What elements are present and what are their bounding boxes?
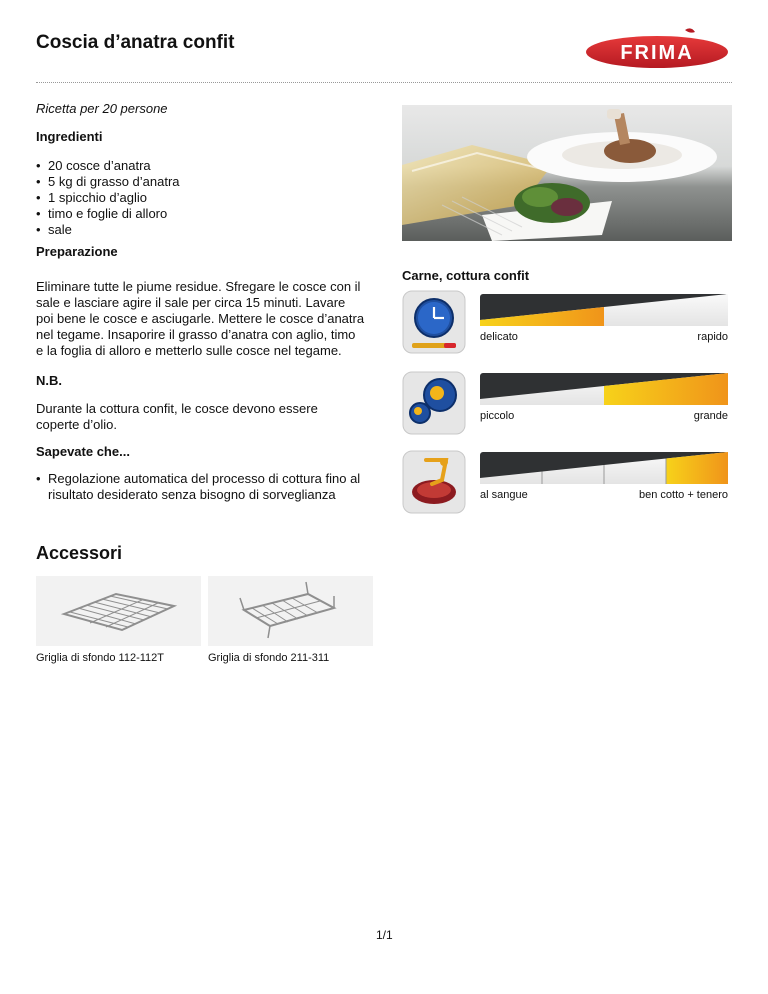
size-scale-min-label: piccolo: [480, 410, 515, 422]
ingredients-list: [36, 158, 180, 238]
page-number: 1/1: [376, 928, 393, 942]
doneness-icon: [402, 450, 466, 514]
ingredients-heading: Ingredienti: [36, 129, 103, 144]
servings-subtitle: Ricetta per 20 persone: [36, 101, 168, 116]
frima-logo: [585, 26, 730, 70]
svg-text:FRIMA: FRIMA: [620, 42, 694, 64]
list-item: • timo e foglie di alloro: [36, 206, 180, 222]
did-you-know-text: Regolazione automatica del processo di cottura fino al risultato desiderato senza bisogno di sorveglianza: [48, 471, 361, 502]
list-item: • 20 cosce d’anatra: [36, 158, 180, 174]
header-divider: [36, 82, 732, 83]
accessories-heading: Accessori: [36, 543, 123, 563]
doneness-scale-max-label: ben cotto + tenero: [639, 489, 728, 501]
preparation-heading: Preparazione: [36, 244, 118, 259]
cooking-section-title: Carne, cottura confit: [402, 268, 530, 283]
list-item: • sale: [36, 222, 180, 238]
page-title: Coscia d’anatra confit: [36, 32, 235, 53]
accessory-caption: Griglia di sfondo 112-112T: [36, 652, 164, 664]
size-scale-bar: [480, 373, 728, 405]
nb-heading: N.B.: [36, 373, 62, 388]
did-you-know-item: [36, 471, 368, 503]
nb-text: Durante la cottura confit, le cosce devono essere coperte d’olio.: [36, 401, 318, 432]
recipe-photo: [402, 105, 732, 241]
clock-icon: [402, 290, 466, 354]
did-you-know-heading: Sapevate che...: [36, 444, 130, 459]
speed-scale-max-label: rapido: [697, 331, 728, 343]
list-item: • 5 kg di grasso d’anatra: [36, 174, 180, 190]
accessory-caption: Griglia di sfondo 211-311: [208, 652, 330, 664]
accessory-image: [36, 576, 201, 646]
list-item: • 1 spicchio d’aglio: [36, 190, 180, 206]
preparation-text: Eliminare tutte le piume residue. Sfregare le cosce con il sale e lasciare agire il sale per circa 15 minuti. Lavare poi bene le cosce e asciugarle. Mettere le cosce d’anatra nel tegame. Insaporire il grasso d’anatra con aglio, timo e la foglia di alloro e metterlo sulle cosce nel tegame.: [36, 279, 365, 358]
doneness-scale-bar: [480, 452, 728, 484]
bullet: •: [36, 471, 41, 486]
speed-scale-bar: [480, 294, 728, 326]
size-scale-max-label: grande: [693, 410, 728, 422]
doneness-scale-min-label: al sangue: [480, 489, 528, 501]
size-icon: [402, 371, 466, 435]
speed-scale-min-label: delicato: [480, 331, 518, 343]
accessory-image: [208, 576, 373, 646]
